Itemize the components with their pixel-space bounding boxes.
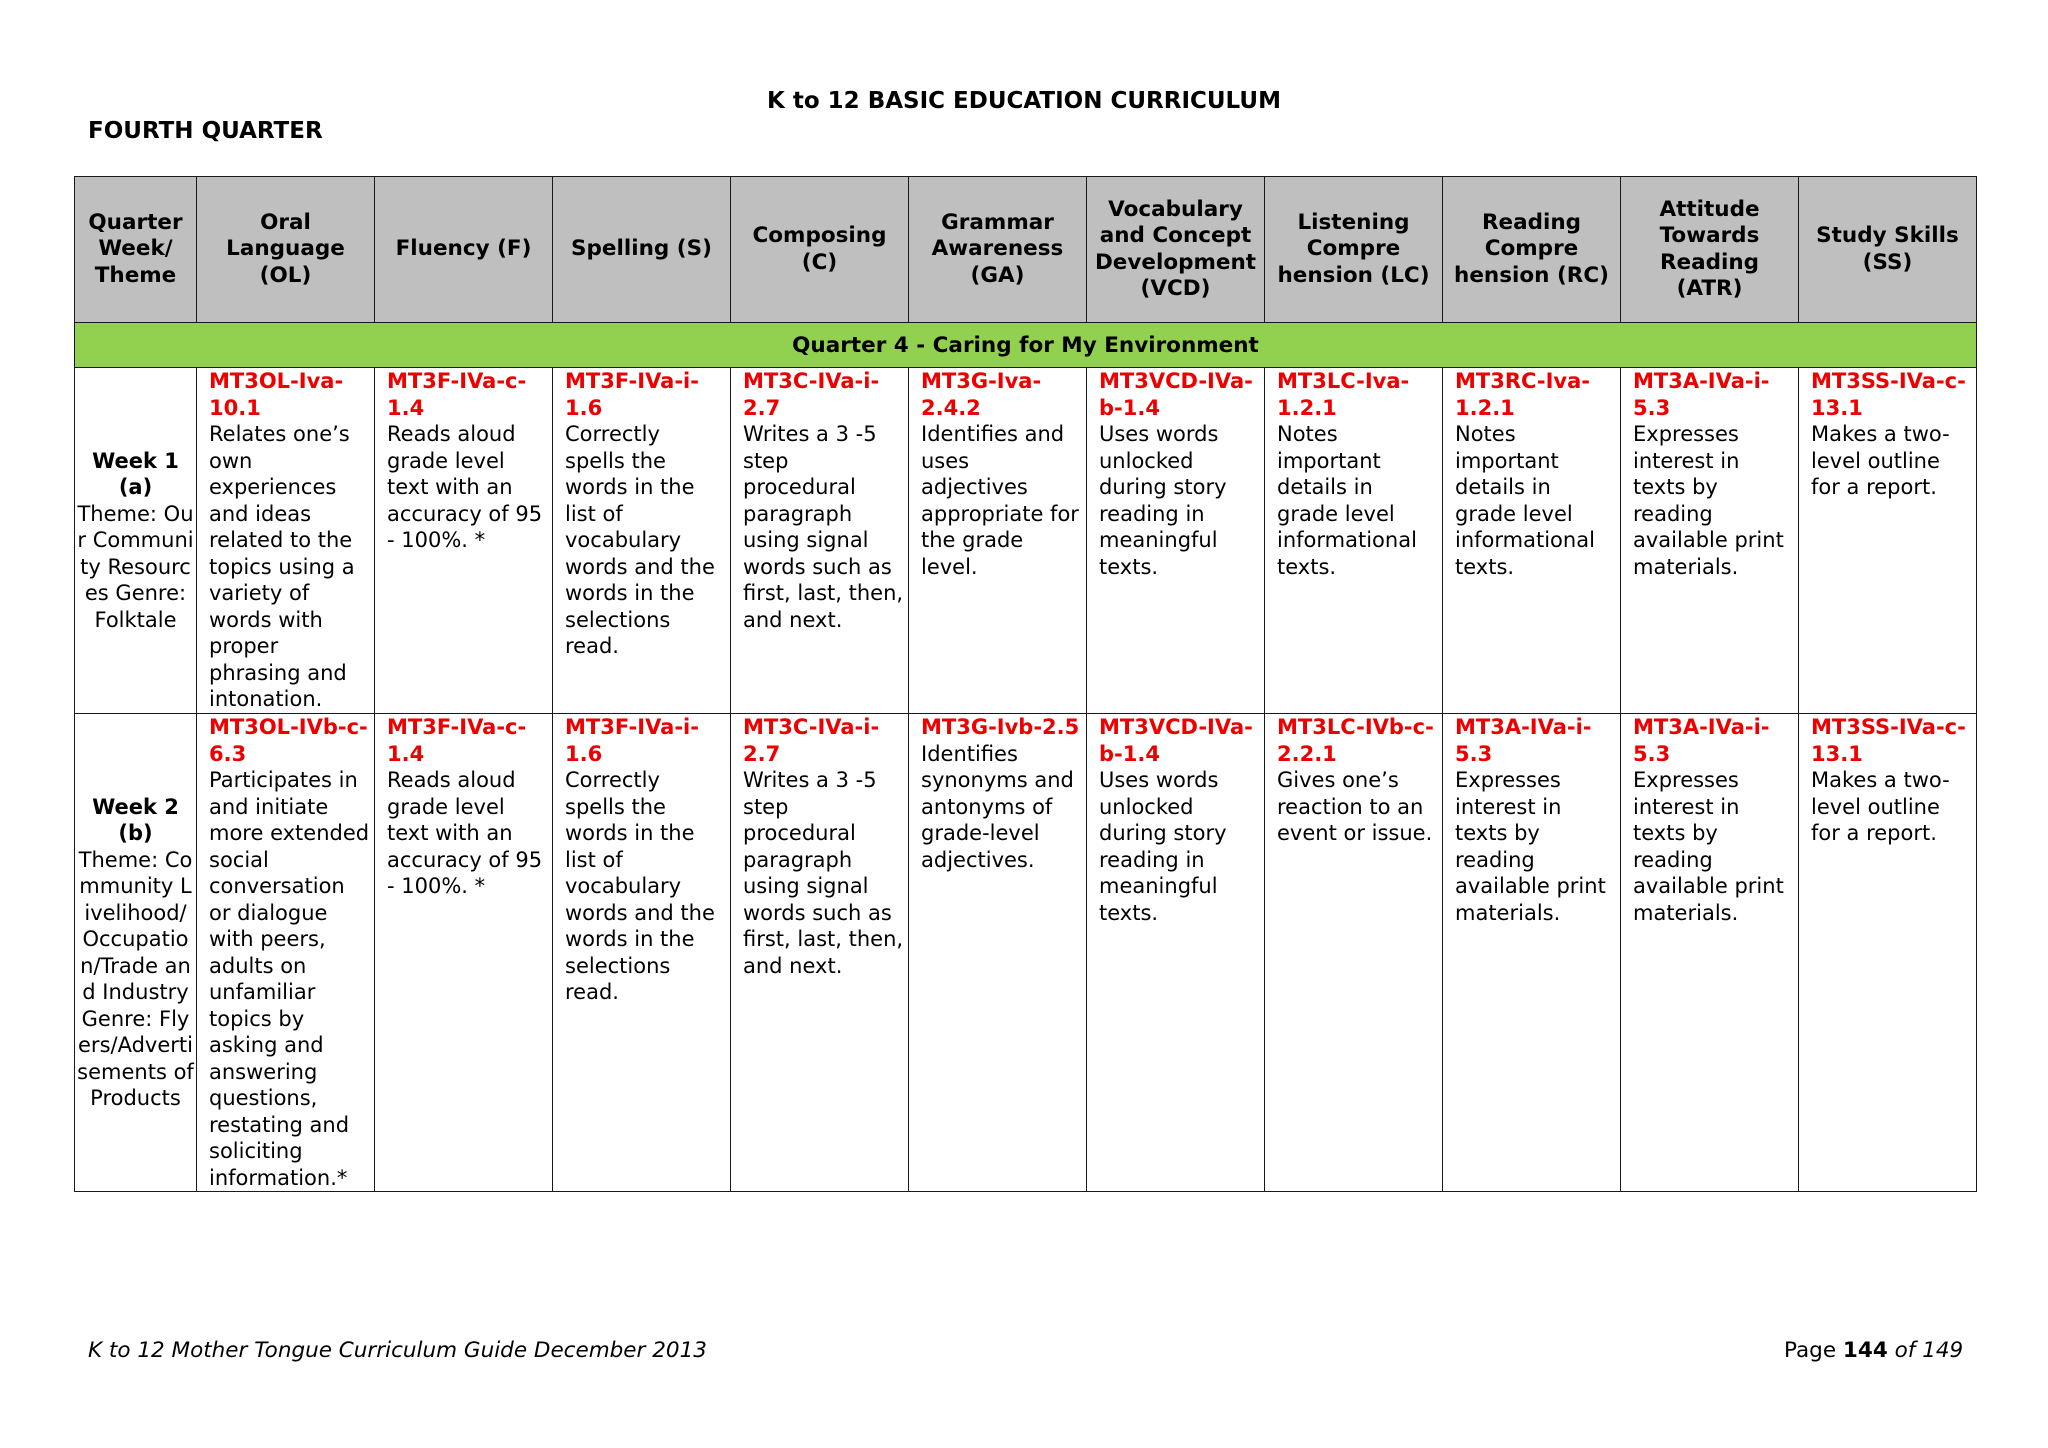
- competency-desc: Correctly spells the words in the list of vocabulary words and the words in the selections read.: [565, 422, 715, 658]
- header-study-skills: Study Skills (SS): [1799, 177, 1977, 323]
- competency-code: MT3F-IVa-c-1.4: [387, 715, 527, 766]
- cell-ga: [909, 368, 1087, 714]
- competency-desc: Makes a two-level outline for a report.: [1811, 422, 1950, 499]
- competency-desc: Writes a 3 -5 step procedural paragraph using signal words such as first, last, then, and next.: [743, 422, 904, 632]
- page-number: [1784, 1338, 1963, 1363]
- competency-desc: Uses words unlocked during story reading in meaningful texts.: [1099, 768, 1227, 925]
- header-grammar-awareness: Grammar Awareness (GA): [909, 177, 1087, 323]
- page-total: of 149: [1894, 1338, 1964, 1363]
- cell-s: [553, 368, 731, 714]
- header-oral-language: Oral Language (OL): [197, 177, 375, 323]
- competency-desc: Identifies and uses adjectives appropriate for the grade level.: [921, 422, 1079, 579]
- header-attitude: Attitude Towards Reading (ATR): [1621, 177, 1799, 323]
- competency-code: MT3A-IVa-i-5.3: [1455, 715, 1592, 766]
- table-row: [75, 714, 1977, 1192]
- competency-desc: Relates one’s own experiences and ideas related to the topics using a variety of words with proper phrasing and intonation.: [209, 422, 355, 711]
- week-label: Week 2 (b): [92, 794, 179, 845]
- document-title: K to 12 BASIC EDUCATION CURRICULUM: [767, 88, 1281, 114]
- cell-rc: [1443, 368, 1621, 714]
- competency-desc: Expresses interest in texts by reading available print materials.: [1455, 768, 1606, 925]
- competency-desc: Expresses interest in texts by reading available print materials.: [1633, 422, 1784, 579]
- competency-code: MT3VCD-IVa-b-1.4: [1099, 369, 1253, 420]
- competency-code: MT3C-IVa-i-2.7: [743, 369, 880, 420]
- header-listening: Listening Compre hension (LC): [1265, 177, 1443, 323]
- competency-desc: Notes important details in grade level informational texts.: [1455, 422, 1595, 579]
- competency-code: MT3OL-Iva-10.1: [209, 369, 344, 420]
- header-vocabulary: Vocabulary and Concept Development (VCD): [1087, 177, 1265, 323]
- competency-code: MT3LC-Iva-1.2.1: [1277, 369, 1410, 420]
- cell-ga: [909, 714, 1087, 1192]
- theme-row: [75, 323, 1977, 368]
- competency-code: MT3RC-Iva-1.2.1: [1455, 369, 1591, 420]
- competency-desc: Correctly spells the words in the list of vocabulary words and the words in the selections read.: [565, 768, 715, 1004]
- competency-desc: Reads aloud grade level text with an accuracy of 95 - 100%. *: [387, 768, 543, 898]
- header-composing: Composing (C): [731, 177, 909, 323]
- competency-desc: Reads aloud grade level text with an accuracy of 95 - 100%. *: [387, 422, 543, 552]
- cell-atr: [1621, 714, 1799, 1192]
- cell-ss: [1799, 714, 1977, 1192]
- curriculum-table: [74, 176, 1977, 1192]
- header-row: [75, 177, 1977, 323]
- competency-desc: Writes a 3 -5 step procedural paragraph using signal words such as first, last, then, and next.: [743, 768, 904, 978]
- cell-vcd: [1087, 714, 1265, 1192]
- competency-desc: Expresses interest in texts by reading available print materials.: [1633, 768, 1784, 925]
- week-cell: [75, 714, 197, 1192]
- competency-code: MT3F-IVa-c-1.4: [387, 369, 527, 420]
- competency-code: MT3A-IVa-i-5.3: [1633, 715, 1770, 766]
- competency-code: MT3F-IVa-i-1.6: [565, 715, 699, 766]
- competency-code: MT3C-IVa-i-2.7: [743, 715, 880, 766]
- cell-f: [375, 368, 553, 714]
- competency-code: MT3OL-IVb-c-6.3: [209, 715, 368, 766]
- cell-ol: [197, 368, 375, 714]
- competency-code: MT3F-IVa-i-1.6: [565, 369, 699, 420]
- cell-c: [731, 714, 909, 1192]
- cell-lc: [1265, 714, 1443, 1192]
- competency-code: MT3SS-IVa-c-13.1: [1811, 715, 1966, 766]
- competency-code: MT3G-Ivb-2.5: [921, 715, 1080, 739]
- theme-row-label: Quarter 4 - Caring for My Environment: [75, 323, 1977, 368]
- competency-code: MT3VCD-IVa-b-1.4: [1099, 715, 1253, 766]
- cell-f: [375, 714, 553, 1192]
- footer-guide-title: K to 12 Mother Tongue Curriculum Guide December 2013: [88, 1338, 707, 1363]
- cell-lc: [1265, 368, 1443, 714]
- competency-desc: Gives one’s reaction to an event or issue.: [1277, 768, 1433, 845]
- week-cell: [75, 368, 197, 714]
- page-word: Page: [1784, 1338, 1837, 1363]
- page-current: 144: [1842, 1338, 1888, 1363]
- week-label: Week 1 (a): [92, 448, 179, 500]
- header-week-theme: Quarter Week/ Theme: [75, 177, 197, 323]
- cell-s: [553, 714, 731, 1192]
- header-reading: Reading Compre hension (RC): [1443, 177, 1621, 323]
- competency-desc: Uses words unlocked during story reading in meaningful texts.: [1099, 422, 1227, 579]
- competency-code: MT3LC-IVb-c-2.2.1: [1277, 715, 1434, 766]
- cell-ol: [197, 714, 375, 1192]
- week-theme: Theme: Community Livelihood/Occupation/Trade and Industry Genre: Flyers/Advertisements of Products: [77, 847, 194, 1110]
- competency-desc: Makes a two-level outline for a report.: [1811, 768, 1950, 845]
- table-row: [75, 368, 1977, 714]
- cell-rc: [1443, 714, 1621, 1192]
- cell-c: [731, 368, 909, 714]
- competency-desc: Notes important details in grade level informational texts.: [1277, 422, 1417, 579]
- week-theme: Theme: Our Community Resources Genre: Folktale: [77, 501, 194, 632]
- competency-desc: Identifies synonyms and antonyms of grade-level adjectives.: [921, 741, 1074, 872]
- competency-code: MT3A-IVa-i-5.3: [1633, 369, 1770, 420]
- competency-code: MT3G-Iva-2.4.2: [921, 369, 1042, 420]
- cell-ss: [1799, 368, 1977, 714]
- competency-desc: Participates in and initiate more extended social conversation or dialogue with peers, adults on unfamiliar topics by asking and answering questions, restating and soliciting information.*: [209, 768, 370, 1190]
- competency-code: MT3SS-IVa-c-13.1: [1811, 369, 1966, 420]
- header-spelling: Spelling (S): [553, 177, 731, 323]
- cell-atr: [1621, 368, 1799, 714]
- quarter-label: FOURTH QUARTER: [88, 118, 323, 144]
- header-fluency: Fluency (F): [375, 177, 553, 323]
- cell-vcd: [1087, 368, 1265, 714]
